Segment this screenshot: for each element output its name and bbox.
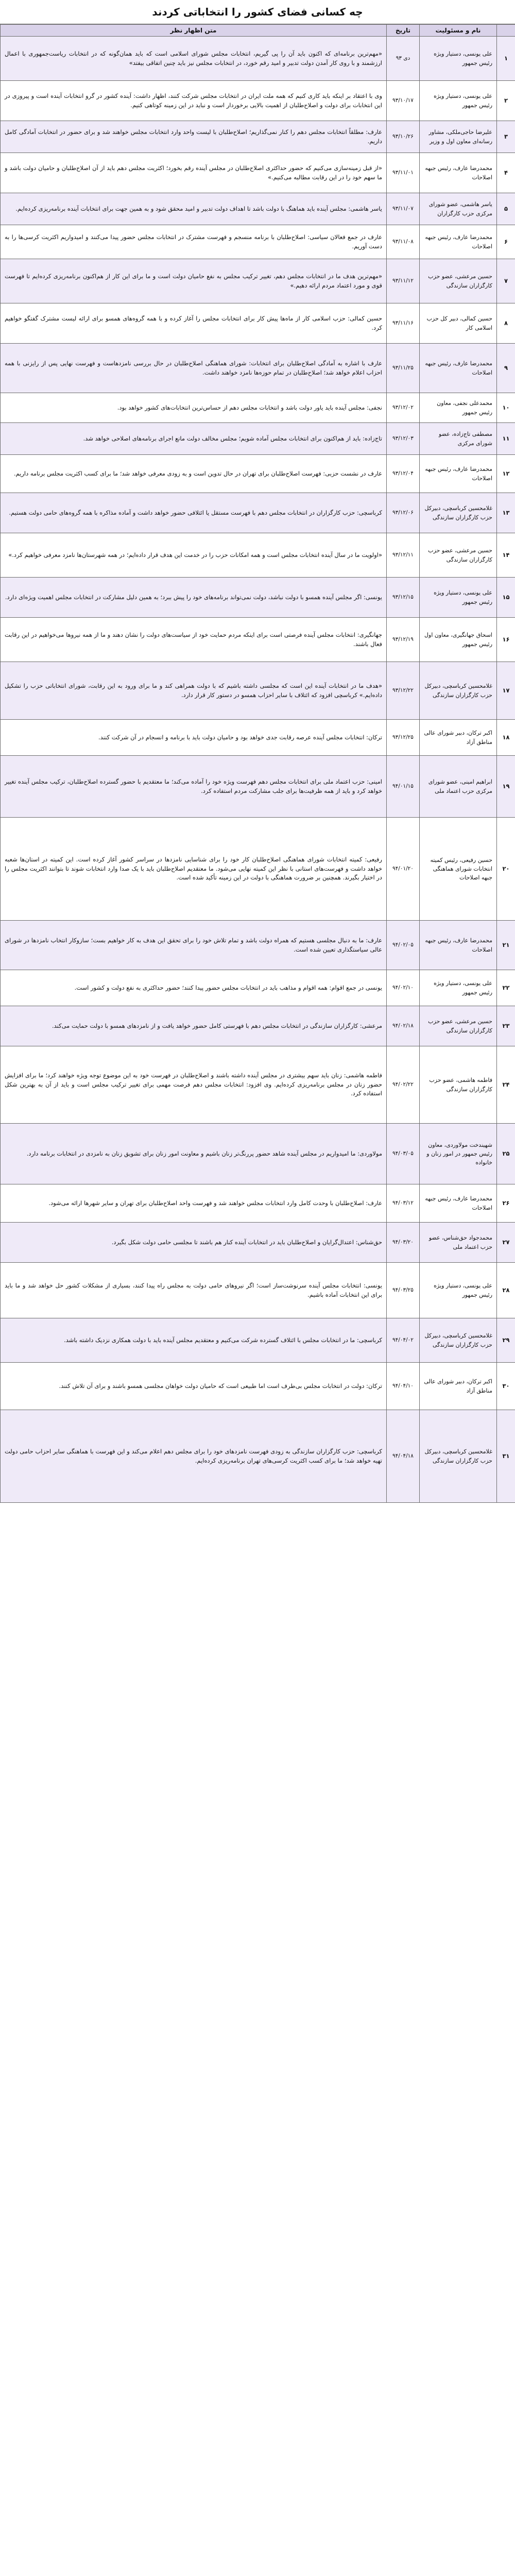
table-row <box>1 1263 515 1318</box>
row-number: ۹ <box>497 344 515 393</box>
row-date: ۹۳/۱۱/۱۶ <box>387 303 420 344</box>
row-date: ۹۳/۱۱/۰۱ <box>387 153 420 193</box>
row-number: ۱۳ <box>497 493 515 533</box>
table-row <box>1 423 515 455</box>
row-number: ۱۱ <box>497 423 515 455</box>
row-name: محمدرضا عارف، رئیس جبهه اصلاحات <box>420 153 497 193</box>
page-title: چه کسانی فضای کشور را انتخاباتی کردند <box>0 0 515 24</box>
row-text: ترکان: انتخابات مجلس آینده عرصه رقابت جدی خواهد بود و حامیان دولت باید با برنامه و انسجام در آن شرکت کنند. <box>1 720 387 756</box>
row-name: اکبر ترکان، دبیر شورای عالی مناطق آزاد <box>420 1363 497 1410</box>
row-name: حسین کمالی، دبیر کل حزب اسلامی کار <box>420 303 497 344</box>
row-date: ۹۳/۱۲/۰۲ <box>387 393 420 423</box>
table-row <box>1 578 515 618</box>
table-row <box>1 533 515 578</box>
row-date: ۹۴/۰۱/۲۰ <box>387 818 420 921</box>
row-number: ۶ <box>497 225 515 259</box>
row-date: ۹۳/۱۰/۱۷ <box>387 81 420 121</box>
row-date: ۹۳/۱۱/۰۸ <box>387 225 420 259</box>
table-row <box>1 1410 515 1503</box>
table-row <box>1 1184 515 1223</box>
table-row <box>1 193 515 225</box>
table-row <box>1 153 515 193</box>
table-row <box>1 303 515 344</box>
row-name: شهیندخت مولاوردی، معاون رئیس جمهور در امور زنان و خانواده <box>420 1124 497 1184</box>
row-text: عارف: مطلقاً انتخابات مجلس دهم را کنار نمی‌گذاریم؛ اصلاح‌طلبان با لیست واحد وارد انتخابات مجلس خواهند شد و برای حضور در انتخابات آمادگی کامل داریم. <box>1 121 387 153</box>
row-number: ۷ <box>497 259 515 303</box>
row-name: علی یونسی، دستیار ویژه رئیس جمهور <box>420 81 497 121</box>
table-row <box>1 493 515 533</box>
row-text: رفیعی: کمیته انتخابات شورای هماهنگی اصلاح‌طلبان کار خود را برای شناسایی نامزدها در سراسر کشور آغاز کرده است. این کمیته در استان‌ها شعبه خواهد داشت و فهرست‌های استانی با نظر این کمیته نهایی می‌شود. ما معتقدیم اصلاح‌طلبان باید با یک صدا وارد انتخابات شوند تا بتوانند اکثریت مجلس را در اختیار بگیرند. همچنین بر ضرورت هماهنگی با دولت در این زمینه تأکید شده است. <box>1 818 387 921</box>
row-date: ۹۳/۱۲/۰۳ <box>387 423 420 455</box>
row-text: امینی: حزب اعتماد ملی برای انتخابات مجلس دهم فهرست ویژه خود را آماده می‌کند؛ ما معتقدیم با حضور گسترده اصلاح‌طلبان، ترکیب مجلس آینده تغییر خواهد کرد و باید از همه ظرفیت‌ها برای جلب مشارکت مردم استفاده کرد. <box>1 756 387 818</box>
row-number: ۵ <box>497 193 515 225</box>
row-number: ۲۲ <box>497 970 515 1006</box>
row-number: ۱۸ <box>497 720 515 756</box>
row-text: حسین کمالی: حزب اسلامی کار از ماه‌ها پیش کار برای انتخابات مجلس را آغاز کرده و با همه گروه‌های همسو برای ارائه لیست مشترک گفتگو خواهیم کرد. <box>1 303 387 344</box>
row-text: «از قبل زمینه‌سازی می‌کنیم که حضور حداکثری اصلاح‌طلبان در مجلس آینده رقم بخورد؛ اکثریت مجلس دهم باید از آن اصلاح‌طلبان و حامیان دولت باشد و ما سهم خود را در این رقابت مطالبه می‌کنیم.» <box>1 153 387 193</box>
row-text: عارف در نشست حزبی: فهرست اصلاح‌طلبان برای تهران در حال تدوین است و به زودی معرفی خواهد شد؛ ما برای کسب اکثریت مجلس برنامه داریم. <box>1 455 387 493</box>
row-date: ۹۴/۰۴/۱۰ <box>387 1363 420 1410</box>
row-name: اسحاق جهانگیری، معاون اول رئیس جمهور <box>420 618 497 662</box>
table-row <box>1 1318 515 1363</box>
row-date: دی ۹۳ <box>387 37 420 81</box>
row-name: فاطمه هاشمی، عضو حزب کارگزاران سازندگی <box>420 1046 497 1124</box>
row-text: عارف: ما به دنبال مجلسی هستیم که همراه دولت باشد و تمام تلاش خود را برای تحقق این هدف به کار خواهیم بست؛ سازوکار انتخاب نامزدها در شورای عالی سیاستگذاری تعیین شده است. <box>1 921 387 970</box>
row-date: ۹۳/۱۲/۱۱ <box>387 533 420 578</box>
row-date: ۹۳/۱۰/۲۶ <box>387 121 420 153</box>
row-text: عارف: اصلاح‌طلبان با وحدت کامل وارد انتخابات مجلس خواهند شد و فهرست واحد اصلاح‌طلبان برای تهران و سایر شهرها ارائه می‌شود. <box>1 1184 387 1223</box>
header-date: تاریخ <box>387 25 420 37</box>
row-number: ۴ <box>497 153 515 193</box>
table-row <box>1 81 515 121</box>
row-name: محمدجواد حق‌شناس، عضو حزب اعتماد ملی <box>420 1223 497 1263</box>
table-row <box>1 662 515 720</box>
row-date: ۹۴/۰۴/۱۸ <box>387 1410 420 1503</box>
row-number: ۲۵ <box>497 1124 515 1184</box>
row-text: جهانگیری: انتخابات مجلس آینده فرصتی است برای اینکه مردم حمایت خود از سیاست‌های دولت را نشان دهند و ما از همه نیروها می‌خواهیم در این رقابت فعال باشند. <box>1 618 387 662</box>
row-text: «هدف ما در انتخابات آینده این است که مجلسی داشته باشیم که با دولت همراهی کند و ما برای ورود به این رقابت، شورای انتخاباتی حزب را تشکیل داده‌ایم.» کرباسچی افزود که ائتلاف با سایر احزاب همسو در دستور کار قرار دارد. <box>1 662 387 720</box>
row-name: غلامحسین کرباسچی، دبیرکل حزب کارگزاران سازندگی <box>420 662 497 720</box>
table-row <box>1 1363 515 1410</box>
row-number: ۳۱ <box>497 1410 515 1503</box>
header-no <box>497 25 515 37</box>
row-text: وی با اعتقاد بر اینکه باید کاری کنیم که همه ملت ایران در انتخابات مجلس شرکت کنند، اظهار داشت: آینده کشور در گرو انتخابات آینده است و پیروزی در این انتخابات برای دولت و اصلاح‌طلبان از اهمیت بالایی برخوردار است و نباید در این زمینه کوتاهی کنیم. <box>1 81 387 121</box>
row-text: یاسر هاشمی: مجلس آینده باید هماهنگ با دولت باشد تا اهداف دولت تدبیر و امید محقق شود و به همین جهت برای انتخابات آینده برنامه‌ریزی کرده‌ایم. <box>1 193 387 225</box>
table-header <box>1 25 515 37</box>
table-row <box>1 618 515 662</box>
row-date: ۹۳/۱۱/۰۷ <box>387 193 420 225</box>
header-text: متن اظهار نظر <box>1 25 387 37</box>
row-number: ۱۰ <box>497 393 515 423</box>
row-name: غلامحسین کرباسچی، دبیرکل حزب کارگزاران سازندگی <box>420 1410 497 1503</box>
row-name: علیرضا حاجی‌ملکی، مشاور رسانه‌ای معاون اول و وزیر <box>420 121 497 153</box>
table-row <box>1 259 515 303</box>
row-name: محمدرضا عارف، رئیس جبهه اصلاحات <box>420 1184 497 1223</box>
table-body <box>1 37 515 1503</box>
row-date: ۹۳/۱۲/۱۵ <box>387 578 420 618</box>
row-text: فاطمه هاشمی: زنان باید سهم بیشتری در مجلس آینده داشته باشند و اصلاح‌طلبان در فهرست خود به این موضوع توجه ویژه خواهند کرد؛ ما برای افزایش حضور زنان در مجلس برنامه‌ریزی کرده‌ایم. وی افزود: انتخابات مجلس دهم فرصت مهمی برای تغییر ترکیب مجلس است و باید از آن به بهترین شکل استفاده کرد. <box>1 1046 387 1124</box>
row-name: علی یونسی، دستیار ویژه رئیس جمهور <box>420 1263 497 1318</box>
row-name: محمدرضا عارف، رئیس جبهه اصلاحات <box>420 455 497 493</box>
row-text: کرباسچی: حزب کارگزاران در انتخابات مجلس دهم با فهرست مستقل یا ائتلافی حضور خواهد داشت و آماده مذاکره با همه گروه‌های حامی دولت هستیم. <box>1 493 387 533</box>
row-text: مرعشی: کارگزاران سازندگی در انتخابات مجلس دهم با فهرستی کامل حضور خواهد یافت و از نامزدهای همسو با دولت حمایت می‌کند. <box>1 1006 387 1046</box>
table-row <box>1 455 515 493</box>
row-name: محمدعلی نجفی، معاون رئیس جمهور <box>420 393 497 423</box>
row-number: ۱۲ <box>497 455 515 493</box>
table-row <box>1 720 515 756</box>
table-row <box>1 1046 515 1124</box>
row-date: ۹۴/۰۲/۰۵ <box>387 921 420 970</box>
row-number: ۱۵ <box>497 578 515 618</box>
row-name: محمدرضا عارف، رئیس جبهه اصلاحات <box>420 225 497 259</box>
row-name: حسین مرعشی، عضو حزب کارگزاران سازندگی <box>420 1006 497 1046</box>
table-row <box>1 37 515 81</box>
header-name: نام و مسئولیت <box>420 25 497 37</box>
row-date: ۹۴/۰۳/۰۵ <box>387 1124 420 1184</box>
row-text: ترکان: دولت در انتخابات مجلس بی‌طرف است اما طبیعی است که حامیان دولت خواهان مجلسی همسو باشند و برای آن تلاش کنند. <box>1 1363 387 1410</box>
row-name: محمدرضا عارف، رئیس جبهه اصلاحات <box>420 344 497 393</box>
row-text: یونسی در جمع اقوام: همه اقوام و مذاهب باید در انتخابات مجلس حضور پیدا کنند؛ حضور حداکثری به نفع دولت و کشور است. <box>1 970 387 1006</box>
row-date: ۹۴/۰۳/۱۲ <box>387 1184 420 1223</box>
table-row <box>1 1006 515 1046</box>
row-number: ۲۷ <box>497 1223 515 1263</box>
table-row <box>1 818 515 921</box>
row-number: ۱۹ <box>497 756 515 818</box>
row-text: «اولویت ما در سال آینده انتخابات مجلس است و همه امکانات حزب را در خدمت این هدف قرار داده‌ایم؛ در همه شهرستان‌ها نامزد معرفی خواهیم کرد.» <box>1 533 387 578</box>
row-text: کرباسچی: حزب کارگزاران سازندگی به زودی فهرست نامزدهای خود را برای مجلس دهم اعلام می‌کند و این فهرست با هماهنگی سایر احزاب حامی دولت تهیه خواهد شد؛ ما برای کسب اکثریت کرسی‌های تهران برنامه‌ریزی کرده‌ایم. <box>1 1410 387 1503</box>
row-text: یونسی: انتخابات مجلس آینده سرنوشت‌ساز است؛ اگر نیروهای حامی دولت به مجلس راه پیدا کنند، بسیاری از مشکلات کشور حل خواهد شد و ما باید برای این انتخابات آماده باشیم. <box>1 1263 387 1318</box>
row-number: ۱۶ <box>497 618 515 662</box>
row-number: ۲۹ <box>497 1318 515 1363</box>
row-date: ۹۴/۰۲/۱۰ <box>387 970 420 1006</box>
row-name: غلامحسین کرباسچی، دبیرکل حزب کارگزاران سازندگی <box>420 493 497 533</box>
table-row <box>1 393 515 423</box>
table-row <box>1 970 515 1006</box>
row-text: نجفی: مجلس آینده باید یاور دولت باشد و انتخابات مجلس دهم از حساس‌ترین انتخابات‌های کشور خواهد بود. <box>1 393 387 423</box>
row-number: ۲۰ <box>497 818 515 921</box>
row-name: علی یونسی، دستیار ویژه رئیس جمهور <box>420 578 497 618</box>
table-row <box>1 756 515 818</box>
row-date: ۹۴/۰۳/۲۵ <box>387 1263 420 1318</box>
row-date: ۹۳/۱۲/۰۶ <box>387 493 420 533</box>
row-number: ۲۶ <box>497 1184 515 1223</box>
row-date: ۹۴/۰۲/۱۸ <box>387 1006 420 1046</box>
table-row <box>1 344 515 393</box>
row-date: ۹۴/۰۴/۰۲ <box>387 1318 420 1363</box>
row-name: غلامحسین کرباسچی، دبیرکل حزب کارگزاران سازندگی <box>420 1318 497 1363</box>
row-text: عارف در جمع فعالان سیاسی: اصلاح‌طلبان با برنامه منسجم و فهرست مشترک در انتخابات مجلس حضور پیدا می‌کنند و امیدواریم اکثریت کرسی‌ها را به دست آوریم. <box>1 225 387 259</box>
row-name: حسین مرعشی، عضو حزب کارگزاران سازندگی <box>420 259 497 303</box>
row-date: ۹۳/۱۲/۱۹ <box>387 618 420 662</box>
row-number: ۸ <box>497 303 515 344</box>
row-date: ۹۴/۰۱/۱۵ <box>387 756 420 818</box>
row-name: اکبر ترکان، دبیر شورای عالی مناطق آزاد <box>420 720 497 756</box>
row-name: علی یونسی، دستیار ویژه رئیس جمهور <box>420 37 497 81</box>
row-number: ۳۰ <box>497 1363 515 1410</box>
row-text: «مهم‌ترین برنامه‌ای که اکنون باید آن را پی گیریم، انتخابات مجلس شورای اسلامی است که باید همان‌گونه که در انتخابات ریاست‌جمهوری با اعمال ارزشمند و با روی کار آمدن دولت تدبیر و امید رقم خورد، در انتخابات مجلس نیز باید چنین اتفاقی بیفتد» <box>1 37 387 81</box>
row-text: کرباسچی: ما در انتخابات مجلس با ائتلاف گسترده شرکت می‌کنیم و معتقدیم مجلس آینده باید با دولت همکاری نزدیک داشته باشد. <box>1 1318 387 1363</box>
table-row <box>1 121 515 153</box>
row-name: حسین رفیعی، رئیس کمیته انتخابات شورای هماهنگی جبهه اصلاحات <box>420 818 497 921</box>
row-name: ابراهیم امینی، عضو شورای مرکزی حزب اعتماد ملی <box>420 756 497 818</box>
row-text: حق‌شناس: اعتدال‌گرایان و اصلاح‌طلبان باید در انتخابات آینده کنار هم باشند تا مجلسی حامی دولت شکل بگیرد. <box>1 1223 387 1263</box>
row-name: مصطفی تاج‌زاده، عضو شورای مرکزی <box>420 423 497 455</box>
table-row <box>1 225 515 259</box>
row-date: ۹۴/۰۲/۲۲ <box>387 1046 420 1124</box>
row-number: ۱ <box>497 37 515 81</box>
row-name: یاسر هاشمی، عضو شورای مرکزی حزب کارگزاران <box>420 193 497 225</box>
row-date: ۹۳/۱۲/۲۵ <box>387 720 420 756</box>
table-row <box>1 921 515 970</box>
row-date: ۹۳/۱۱/۲۵ <box>387 344 420 393</box>
row-text: یونسی: اگر مجلس آینده همسو با دولت نباشد، دولت نمی‌تواند برنامه‌های خود را پیش ببرد؛ به همین دلیل مشارکت در انتخابات مجلس اهمیت ویژه‌ای دارد. <box>1 578 387 618</box>
table-row <box>1 1223 515 1263</box>
row-name: حسین مرعشی، عضو حزب کارگزاران سازندگی <box>420 533 497 578</box>
row-number: ۲۱ <box>497 921 515 970</box>
row-number: ۲۳ <box>497 1006 515 1046</box>
row-text: مولاوردی: ما امیدواریم در مجلس آینده شاهد حضور پررنگ‌تر زنان باشیم و معاونت امور زنان برای تشویق زنان به نامزدی در انتخابات برنامه دارد. <box>1 1124 387 1184</box>
row-number: ۲۴ <box>497 1046 515 1124</box>
row-name: محمدرضا عارف، رئیس جبهه اصلاحات <box>420 921 497 970</box>
row-name: علی یونسی، دستیار ویژه رئیس جمهور <box>420 970 497 1006</box>
table-row <box>1 1124 515 1184</box>
row-number: ۳ <box>497 121 515 153</box>
row-text: تاج‌زاده: باید از هم‌اکنون برای انتخابات مجلس آماده شویم؛ مجلس مخالف دولت مانع اجرای برنامه‌های اصلاحی خواهد شد. <box>1 423 387 455</box>
row-number: ۲ <box>497 81 515 121</box>
row-date: ۹۴/۰۳/۲۰ <box>387 1223 420 1263</box>
row-number: ۱۴ <box>497 533 515 578</box>
row-text: «مهم‌ترین هدف ما در انتخابات مجلس دهم، تغییر ترکیب مجلس به نفع حامیان دولت است و ما برای این کار از هم‌اکنون برنامه‌ریزی کرده‌ایم تا فهرست قوی و مورد اعتماد مردم ارائه دهیم.» <box>1 259 387 303</box>
row-text: عارف با اشاره به آمادگی اصلاح‌طلبان برای انتخابات: شورای هماهنگی اصلاح‌طلبان در حال بررسی نامزدهاست و فهرست نهایی پس از رایزنی با همه احزاب اعلام خواهد شد؛ اصلاح‌طلبان در تمام حوزه‌ها نامزد خواهند داشت. <box>1 344 387 393</box>
row-number: ۱۷ <box>497 662 515 720</box>
row-date: ۹۳/۱۱/۱۲ <box>387 259 420 303</box>
statements-table <box>0 24 515 1503</box>
row-date: ۹۳/۱۲/۲۲ <box>387 662 420 720</box>
row-date: ۹۳/۱۲/۰۴ <box>387 455 420 493</box>
row-number: ۲۸ <box>497 1263 515 1318</box>
